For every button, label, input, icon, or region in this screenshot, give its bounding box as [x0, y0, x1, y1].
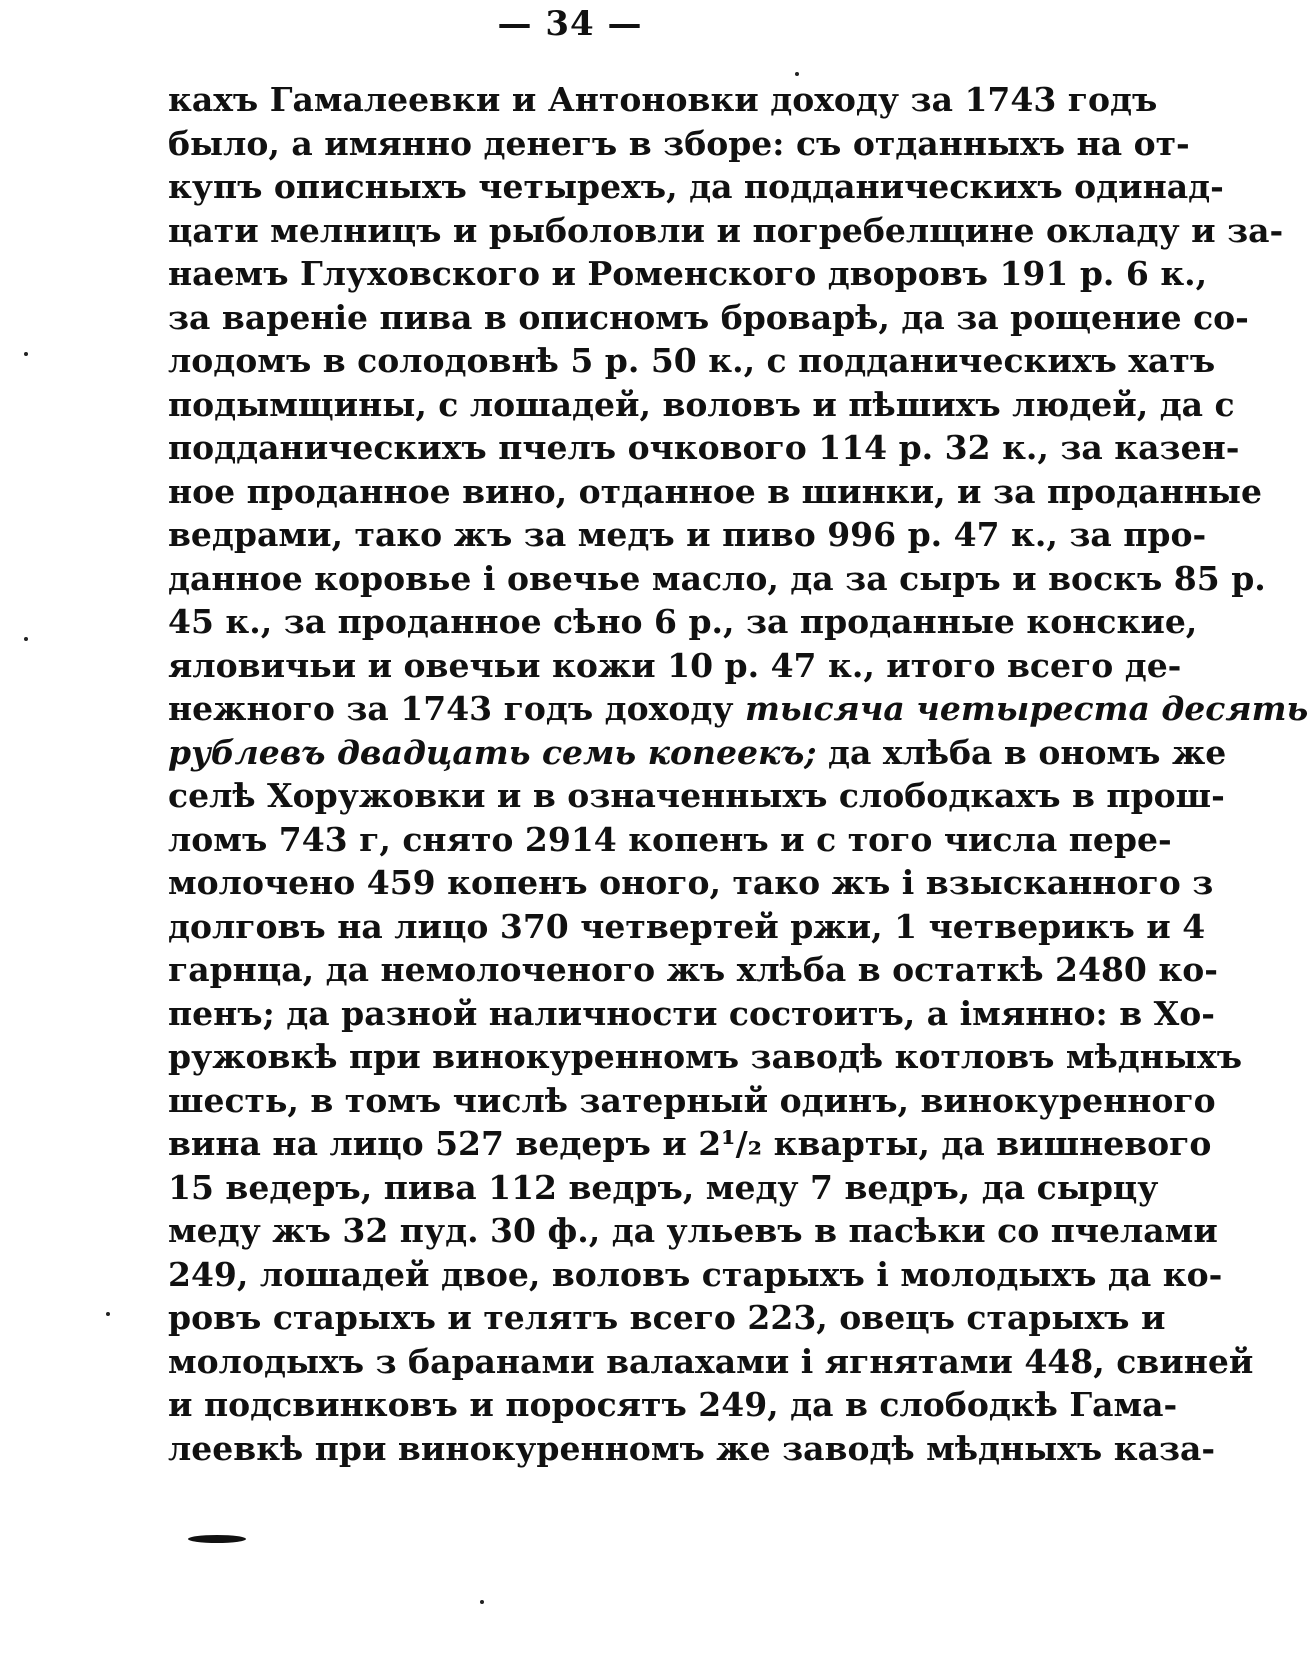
text-line: яловичьи и овечьи кожи 10 р. 47 к., итого всего де-: [168, 645, 1182, 685]
text-line: пенъ; да разной наличности состоитъ, а імянно: в Хо-: [168, 993, 1215, 1033]
text-line: наемъ Глуховского и Роменского дворовъ 191 р. 6 к.,: [168, 254, 1208, 293]
text-line: гарнца, да немолоченого жъ хлѣба в остаткѣ 2480 ко-: [168, 950, 1218, 989]
text-line-with-italic: [168, 687, 1308, 731]
text-line: леевкѣ при винокуренномъ же заводѣ мѣдныхъ каза-: [168, 1428, 1216, 1468]
text-segment: нежного за 1743 годъ доходу: [168, 689, 734, 728]
text-line: ровъ старыхъ и телятъ всего 223, овецъ старыхъ и: [168, 1298, 1166, 1337]
text-line: вина на лицо 527 ведеръ и 2¹/₂ кварты, да вишневого: [168, 1124, 1212, 1163]
text-line: цати мелницъ и рыболовли и погребелщине окладу и за-: [168, 210, 1284, 250]
text-line: данное коровье і овечье масло, да за сыръ и воскъ 85 р.: [168, 558, 1266, 598]
text-line: было, а имянно денегъ в зборе: съ отданныхъ на от-: [168, 123, 1190, 163]
text-segment: да хлѣба в ономъ же: [828, 732, 1227, 772]
scan-speck: [795, 72, 799, 76]
text-line: селѣ Хоружовки и в означенныхъ слободкахъ в прош-: [168, 776, 1225, 815]
page-number: — 34 —: [497, 4, 643, 44]
text-line: ведрами, тако жъ за медъ и пиво 996 р. 47 к., за про-: [168, 515, 1207, 554]
text-line: ное проданное вино, отданное в шинки, и за проданные: [168, 471, 1262, 511]
text-line: ружовкѣ при винокуренномъ заводѣ котловъ мѣдныхъ: [168, 1037, 1243, 1076]
scan-speck: [24, 352, 28, 356]
ink-mark: [188, 1535, 246, 1543]
text-line: 15 ведеръ, пива 112 ведръ, меду 7 ведръ, да сырцу: [168, 1167, 1159, 1207]
text-line: кахъ Гамалеевки и Антоновки доходу за 1743 годъ: [168, 80, 1158, 119]
scan-speck: [480, 1600, 484, 1604]
text-line: шесть, в томъ числѣ затерный одинъ, винокуренного: [168, 1080, 1216, 1120]
text-line: молочено 459 копенъ оного, тако жъ і взысканного з: [168, 863, 1214, 902]
italic-segment: рублевъ двадцать семь копеекъ;: [168, 732, 817, 772]
text-line: 249, лошадей двое, воловъ старыхъ і молодыхъ да ко-: [168, 1254, 1223, 1294]
text-line: 45 к., за проданное сѣно 6 р., за проданные конские,: [168, 602, 1198, 641]
text-line: подымщины, с лошадей, воловъ и пѣшихъ людей, да с: [168, 384, 1235, 424]
text-line: за вареніе пива в описномъ броварѣ, да за рощение со-: [168, 297, 1249, 337]
text-line: подданическихъ пчелъ очкового 114 р. 32 к., за казен-: [168, 428, 1240, 467]
text-line: и подсвинковъ и поросятъ 249, да в слободкѣ Гама-: [168, 1385, 1178, 1424]
text-line: меду жъ 32 пуд. 30 ф., да ульевъ в пасѣки со пчелами: [168, 1211, 1218, 1250]
scan-speck: [106, 1312, 110, 1316]
text-line: лодомъ в солодовнѣ 5 р. 50 к., с подданическихъ хатъ: [168, 341, 1216, 380]
text-line: ломъ 743 г, снято 2914 копенъ и с того числа пере-: [168, 819, 1172, 859]
text-line: купъ описныхъ четырехъ, да подданическихъ одинад-: [168, 167, 1224, 206]
body-text: [168, 78, 1308, 1470]
text-line-with-italic: [168, 731, 1227, 775]
italic-segment: тысяча четыреста десять: [744, 689, 1308, 728]
scan-speck: [24, 637, 28, 641]
text-line: молодыхъ з баранами валахами і ягнятами 448, свиней: [168, 1341, 1254, 1381]
text-line: долговъ на лицо 370 четвертей ржи, 1 четверикъ и 4: [168, 906, 1206, 946]
